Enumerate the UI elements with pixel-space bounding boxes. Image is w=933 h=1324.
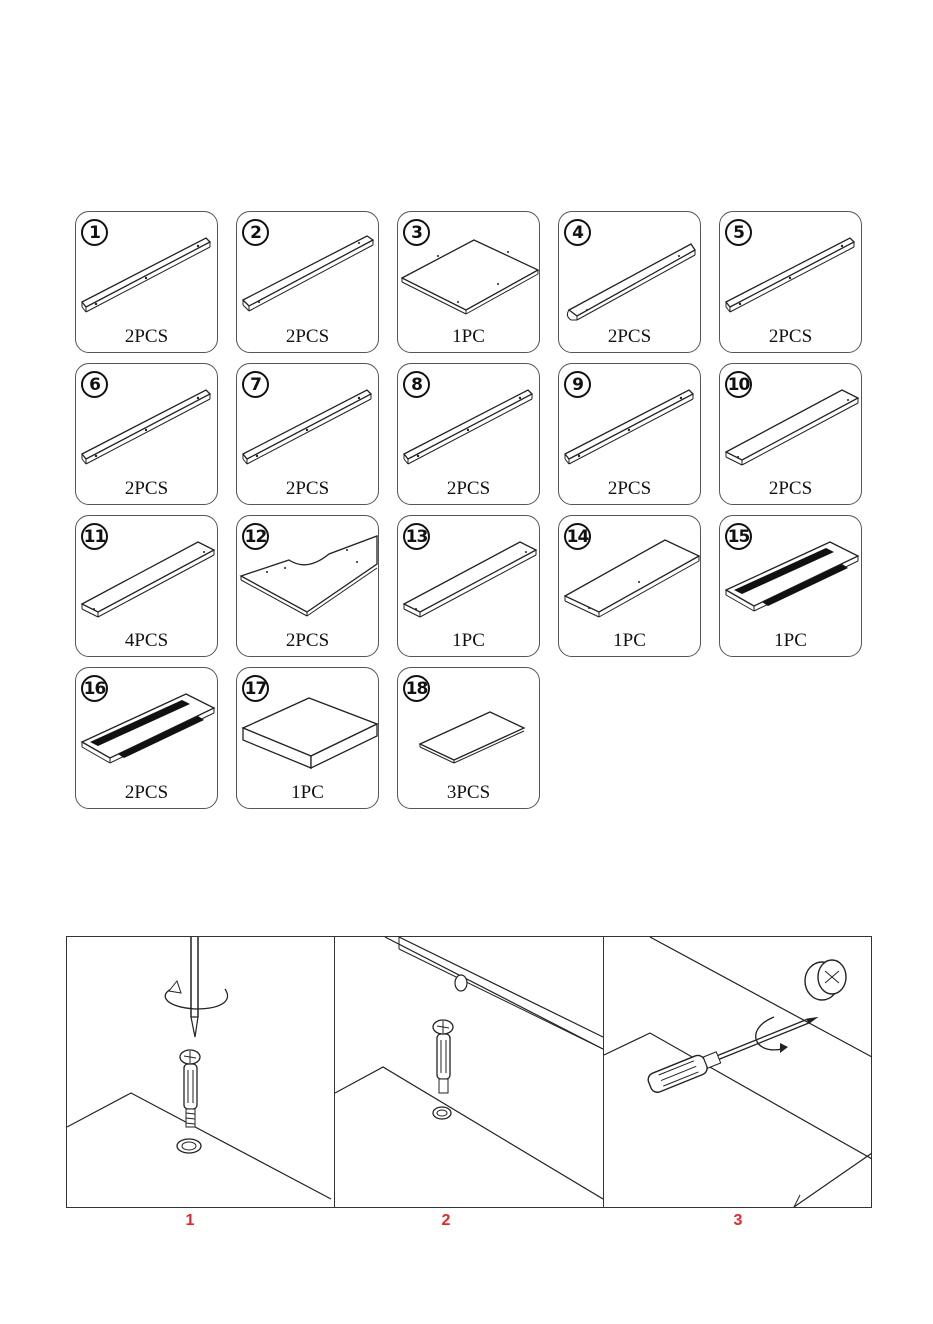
- part-quantity: 2PCS: [124, 782, 169, 803]
- step-label: 1: [185, 1212, 195, 1229]
- part-number: 5: [725, 219, 752, 246]
- part-card: [719, 363, 862, 505]
- part-quantity: 1PC: [613, 630, 646, 651]
- part-quantity: 2PCS: [768, 326, 813, 347]
- part-number: 3: [403, 219, 430, 246]
- step-label: 3: [733, 1212, 743, 1229]
- part-quantity: 2PCS: [768, 478, 813, 499]
- part-number: 7: [242, 371, 269, 398]
- part-card: [719, 211, 862, 353]
- part-number: 12: [242, 523, 269, 550]
- step-label: 2: [441, 1212, 451, 1229]
- part-number: 17: [242, 675, 269, 702]
- assembly-steps: [66, 936, 872, 1208]
- part-quantity: 2PCS: [285, 478, 330, 499]
- part-quantity: 1PC: [452, 630, 485, 651]
- part-card: [75, 211, 218, 353]
- step-1-illustration: [67, 937, 334, 1207]
- part-number: 4: [564, 219, 591, 246]
- part-card: [236, 363, 379, 505]
- part-card: [397, 363, 540, 505]
- part-card: [236, 211, 379, 353]
- part-number: 10: [725, 371, 752, 398]
- part-card: [236, 515, 379, 657]
- part-number: 8: [403, 371, 430, 398]
- part-card: [719, 515, 862, 657]
- part-number: 13: [403, 523, 430, 550]
- part-number: 14: [564, 523, 591, 550]
- part-number: 18: [403, 675, 430, 702]
- part-quantity: 2PCS: [124, 326, 169, 347]
- part-number: 16: [81, 675, 108, 702]
- part-quantity: 3PCS: [446, 782, 491, 803]
- part-card: [75, 363, 218, 505]
- part-quantity: 2PCS: [446, 478, 491, 499]
- part-card: [75, 667, 218, 809]
- part-quantity: 2PCS: [285, 326, 330, 347]
- part-card: [558, 211, 701, 353]
- part-quantity: 1PC: [291, 782, 324, 803]
- part-card: [397, 211, 540, 353]
- part-quantity: 4PCS: [124, 630, 169, 651]
- part-quantity: 1PC: [774, 630, 807, 651]
- step-2-panel: [335, 937, 603, 1207]
- part-quantity: 2PCS: [607, 326, 652, 347]
- part-quantity: 2PCS: [124, 478, 169, 499]
- part-card: [558, 515, 701, 657]
- part-number: 2: [242, 219, 269, 246]
- part-quantity: 1PC: [452, 326, 485, 347]
- step-1-panel: [67, 937, 334, 1207]
- part-number: 15: [725, 523, 752, 550]
- part-card: [558, 363, 701, 505]
- part-number: 6: [81, 371, 108, 398]
- part-card: [397, 667, 540, 809]
- part-card: [397, 515, 540, 657]
- part-number: 1: [81, 219, 108, 246]
- part-quantity: 2PCS: [285, 630, 330, 651]
- part-quantity: 2PCS: [607, 478, 652, 499]
- step-2-illustration: [335, 937, 603, 1207]
- part-number: 9: [564, 371, 591, 398]
- part-card: [75, 515, 218, 657]
- step-3-panel: [604, 937, 872, 1207]
- part-card: [236, 667, 379, 809]
- step-3-illustration: [604, 937, 872, 1207]
- part-number: 11: [81, 523, 108, 550]
